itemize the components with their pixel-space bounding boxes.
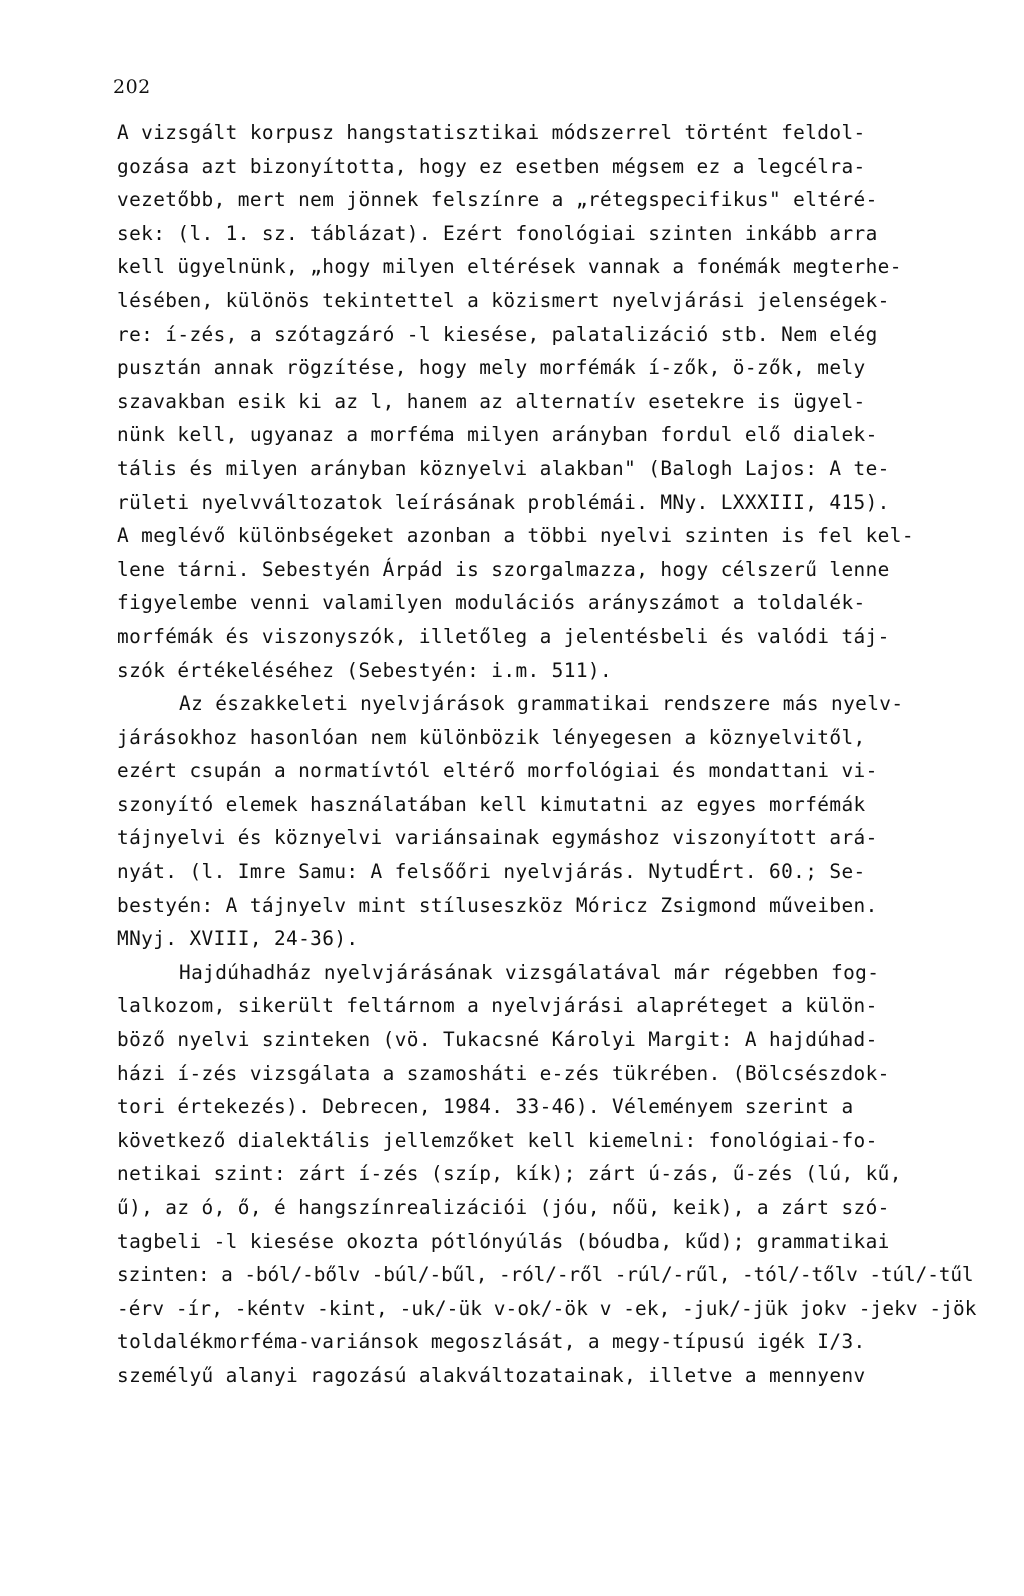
text-line: lalkozom, sikerült feltárnom a nyelvjárási alapréteget a külön- <box>117 994 878 1018</box>
text-line: tori értekezés). Debrecen, 1984. 33-46). Véleményem szerint a <box>117 1095 854 1119</box>
text-line: személyű alanyi ragozású alakváltozatainak, illetve a mennyenv <box>117 1363 866 1387</box>
page-number: 202 <box>113 76 151 98</box>
text-line: netikai szint: zárt í-zés (szíp, kík); zárt ú-zás, ű-zés (lú, kű, <box>117 1162 902 1186</box>
text-line: szavakban esik ki az l, hanem az alternatív esetekre is ügyel- <box>117 389 866 413</box>
text-line: járásokhoz hasonlóan nem különbözik lényegesen a köznyelvitől, <box>117 725 866 749</box>
text-line: kell ügyelnünk, „hogy milyen eltérések vannak a fonémák megterhe- <box>117 255 902 279</box>
text-line: gozása azt bizonyította, hogy ez esetben mégsem ez a legcélra- <box>117 154 866 178</box>
text-line: Az északkeleti nyelvjárások grammatikai rendszere más nyelv- <box>179 692 904 716</box>
text-line: tagbeli -l kiesése okozta pótlónyúlás (bóudba, kűd); grammatikai <box>117 1229 890 1253</box>
text-line: A vizsgált korpusz hangstatisztikai módszerrel történt feldol- <box>117 121 866 144</box>
text-line: ezért csupán a normatívtól eltérő morfológiai és mondattani vi- <box>117 759 878 783</box>
text-line: szók értékeléséhez (Sebestyén: i.m. 511). <box>117 658 613 682</box>
text-line: ű), az ó, ő, é hangszínrealizációi (jóu, nőü, keik), a zárt szó- <box>117 1196 890 1219</box>
text-line: Hajdúhadház nyelvjárásának vizsgálatával már régebben fog- <box>179 960 880 984</box>
body-text <box>117 116 977 1393</box>
text-line: sek: (l. 1. sz. táblázat). Ezért fonológiai szinten inkább arra <box>117 221 878 245</box>
text-line: szonyító elemek használatában kell kimutatni az egyes morfémák <box>117 792 866 816</box>
text-line: következő dialektális jellemzőket kell kiemelni: fonológiai-fo- <box>117 1128 878 1152</box>
text-line: A meglévő különbségeket azonban a többi nyelvi szinten is fel kel- <box>117 524 914 548</box>
text-line: nyát. (l. Imre Samu: A felsőőri nyelvjárás. NytudÉrt. 60.; Se- <box>117 860 866 884</box>
text-line: figyelembe venni valamilyen modulációs arányszámot a toldalék- <box>117 591 866 615</box>
text-line: MNyj. XVIII, 24-36). <box>117 927 359 951</box>
text-line: toldalékmorféma-variánsok megoszlását, a megy-típusú igék I/3. <box>117 1330 866 1354</box>
text-line: böző nyelvi szinteken (vö. Tukacsné Károlyi Margit: A hajdúhad- <box>117 1028 878 1052</box>
text-line: re: í-zés, a szótagzáró -l kiesése, palatalizáció stb. Nem elég <box>117 322 878 346</box>
text-line: -érv -ír, -kéntv -kint, -uk/-ük v-ok/-ök v -ek, -juk/-jük jokv -jekv -jök <box>117 1296 977 1320</box>
text-line: rületi nyelvváltozatok leírásának problémái. MNy. LXXXIII, 415). <box>117 490 890 514</box>
text-line: tájnyelvi és köznyelvi variánsainak egymáshoz viszonyított ará- <box>117 826 878 850</box>
text-line: lésében, különös tekintettel a közismert nyelvjárási jelenségek- <box>117 288 890 312</box>
text-line: morfémák és viszonyszók, illetőleg a jelentésbeli és valódi táj- <box>117 624 890 648</box>
text-line: vezetőbb, mert nem jönnek felszínre a „rétegspecifikus" eltéré- <box>117 188 878 212</box>
text-line: nünk kell, ugyanaz a morféma milyen arányban fordul elő dialek- <box>117 423 878 447</box>
text-line: tális és milyen arányban köznyelvi alakban" (Balogh Lajos: A te- <box>117 456 890 480</box>
text-line: szinten: a -ból/-bőlv -búl/-bűl, -ról/-ről -rúl/-rűl, -tól/-tőlv -túl/-tűl <box>117 1263 974 1287</box>
text-line: pusztán annak rögzítése, hogy mely morfémák í-zők, ö-zők, mely <box>117 356 866 380</box>
text-line: házi í-zés vizsgálata a szamosháti e-zés tükrében. (Bölcsészdok- <box>117 1061 890 1085</box>
text-line: bestyén: A tájnyelv mint stíluseszköz Móricz Zsigmond műveiben. <box>117 893 878 917</box>
text-line: lene tárni. Sebestyén Árpád is szorgalmazza, hogy célszerű lenne <box>117 557 890 581</box>
